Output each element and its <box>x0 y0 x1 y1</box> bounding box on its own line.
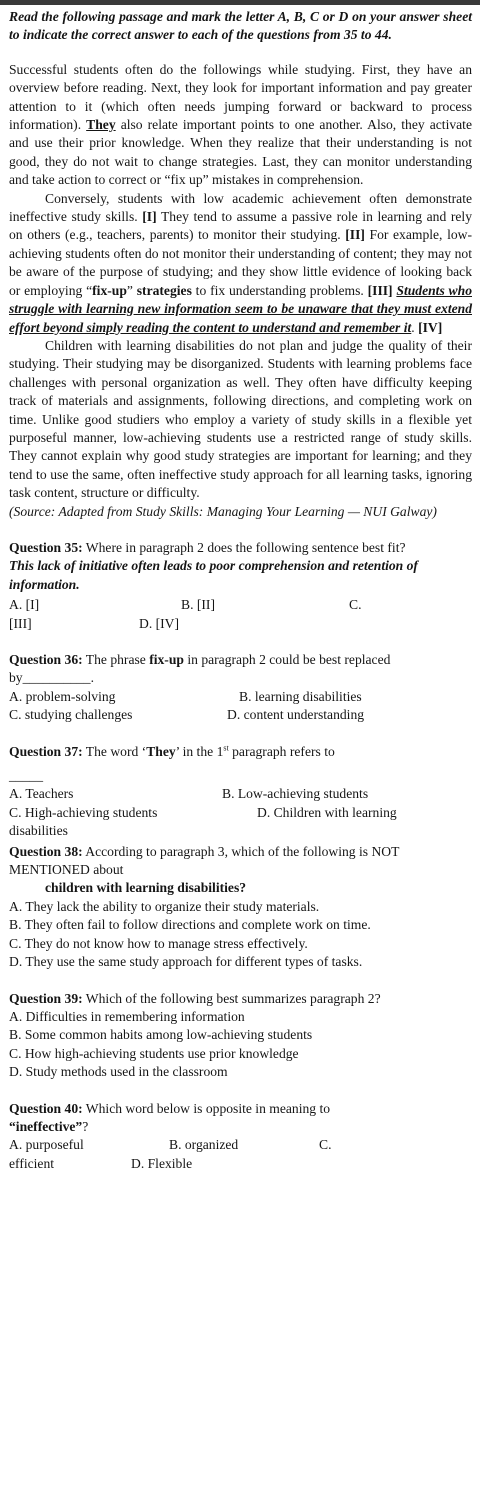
option-d[interactable]: D. Flexible <box>131 1155 193 1171</box>
option-d[interactable]: D. Children with learning <box>257 804 397 820</box>
instructions: Read the following passage and mark the letter A, B, C or D on your answer sheet to indicate the correct answer to each of the questions from 35 to 44. <box>9 9 472 43</box>
question-40: Question 40: Which word below is opposite in meaning to “ineffective”? A. purposeful B. organized C. efficient D. Flexible <box>9 1100 472 1174</box>
option-c[interactable]: C. <box>319 1137 332 1153</box>
option-b[interactable]: B. learning disabilities <box>239 688 362 704</box>
option-c-continued: [III] <box>9 615 32 631</box>
emphasized-sentence: Students who struggle with learning new information seem to be unaware that they must extend effort beyond simply reading the content to understand and remember it <box>9 282 472 335</box>
option-b[interactable]: B. Low-achieving students <box>222 786 369 802</box>
question-36: Question 36: The phrase fix-up in paragraph 2 could be best replaced by__________. A. problem-solving B. learning disabilities C. studying challenges D. content understanding <box>9 651 472 725</box>
option-b[interactable]: B. Some common habits among low-achieving students <box>9 1027 313 1043</box>
option-a[interactable]: A. purposeful <box>9 1137 84 1153</box>
option-c[interactable]: C. High-achieving students <box>9 804 158 820</box>
option-d[interactable]: D. Study methods used in the classroom <box>9 1064 228 1080</box>
option-a[interactable]: A. Difficulties in remembering information <box>9 1008 245 1024</box>
question-39: Question 39: Which of the following best summarizes paragraph 2? A. Difficulties in remembering information B. Some common habits among low-achieving students C. How high-achieving students use prior knowledge D. Study methods used in the classroom <box>9 990 472 1082</box>
passage-paragraph-3: Children with learning disabilities do not plan and judge the quality of their studying. Their studying may be disorganized. Students with learning problems face challenges with personal organization as well. They often have difficulty keeping track of materials and assignments, following directions, and completing work on time. Unlike good studiers who employ a variety of study skills in a flexible yet purposeful manner, low-achieving students use a restricted range of study skills. They cannot explain why good study strategies are important for learning; and they tend to use the same, often ineffective study approach for all learning tasks, ignoring task content, structure or difficulty. <box>9 337 472 501</box>
question-35-quote: This lack of initiative often leads to poor comprehension and retention of information. <box>9 558 418 592</box>
keyword-they: They <box>86 117 116 133</box>
option-a[interactable]: A. problem-solving <box>9 688 116 704</box>
option-b[interactable]: B. [II] <box>181 597 215 613</box>
option-a[interactable]: A. [I] <box>9 597 40 613</box>
source-citation: (Source: Adapted from Study Skills: Managing Your Learning — NUI Galway) <box>9 503 437 519</box>
question-38: Question 38: According to paragraph 3, which of the following is NOT MENTIONED about children with learning disabilities? A. They lack the ability to organize their study materials. B. They often fail to follow directions and complete work on time. C. They do not know how to manage stress effectively. D. They use the same study approach for different types of tasks. <box>9 843 472 972</box>
keyword-fix-up: fix-up <box>92 282 127 298</box>
option-d[interactable]: D. They use the same study approach for different types of tasks. <box>9 954 363 970</box>
option-c[interactable]: C. How high-achieving students use prior knowledge <box>9 1045 299 1061</box>
option-b[interactable]: B. organized <box>169 1137 239 1153</box>
marker-2: [II] <box>345 227 365 243</box>
option-b[interactable]: B. They often fail to follow directions and complete work on time. <box>9 917 371 933</box>
question-37: Question 37: The word ‘They’ in the 1st paragraph refers to _____ A. Teachers B. Low-achieving students C. High-achieving students D. Children with learning disabilities <box>9 743 472 841</box>
option-c[interactable]: C. <box>349 597 362 613</box>
option-a[interactable]: A. They lack the ability to organize their study materials. <box>9 898 320 914</box>
marker-1: [I] <box>142 209 157 225</box>
option-d[interactable]: D. content understanding <box>227 707 365 723</box>
passage-paragraph-1: Successful students often do the followings while studying. First, they have an overview before reading. Next, they look for important information and pay greater attention to it (which often needs jumping forward or backward to process information). They also relate important points to one another. Also, they activate and use their prior knowledge. When they realize that their understanding is not good, they do not wait to change strategies. Last, they can monitor understanding and take action to correct or “fix up” mistakes in comprehension. <box>9 61 472 188</box>
document-content <box>9 8 472 1173</box>
option-c[interactable]: C. They do not know how to manage stress effectively. <box>9 935 308 951</box>
option-c-continued: efficient <box>9 1155 55 1171</box>
question-35: Question 35: Where in paragraph 2 does the following sentence best fit? This lack of initiative often leads to poor comprehension and retention of information. A. [I] B. [II] C. [III] D. [IV] <box>9 539 472 633</box>
passage-paragraph-2: Conversely, students with low academic achievement often demonstrate ineffective study skills. [I] They tend to assume a passive role in learning and rely on others (e.g., teachers, parents) to monitor their studying. [II] For example, low-achieving students often do not monitor their understanding of content; they may not be aware of the purpose of studying; and they show little evidence of looking back or employing “fix-up” strategies to fix understanding problems. [III] Students who struggle with learning new information seem to be unaware that they must extend effort beyond simply reading the content to understand and remember it. [IV] <box>9 190 472 335</box>
option-a[interactable]: A. Teachers <box>9 786 74 802</box>
option-d[interactable]: D. [IV] <box>139 615 180 631</box>
top-border <box>0 0 480 5</box>
marker-3: [III] <box>367 282 393 298</box>
marker-4: [IV] <box>418 319 443 335</box>
option-d-continued: disabilities <box>9 823 68 839</box>
keyword-strategies: strategies <box>136 282 192 298</box>
option-c[interactable]: C. studying challenges <box>9 707 133 723</box>
